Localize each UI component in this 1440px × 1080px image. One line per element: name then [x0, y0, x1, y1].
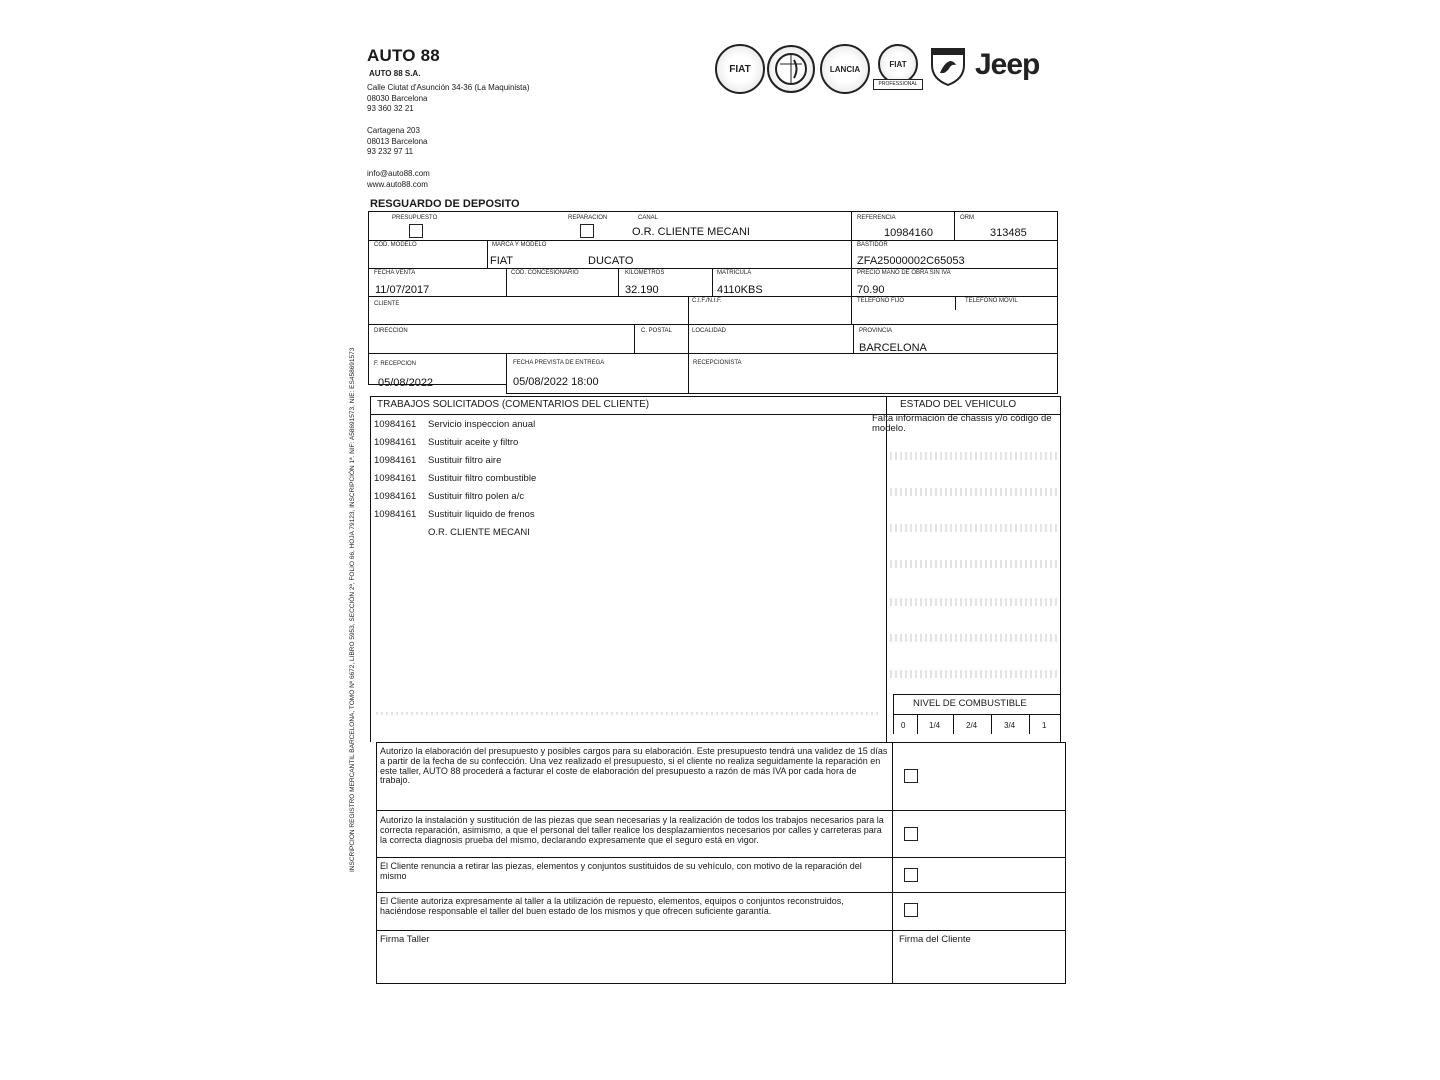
precio-mano-obra-label: PRECIO MANO DE OBRA SIN IVA: [857, 270, 951, 276]
address-line: Calle Ciutat d'Asunción 34-36 (La Maquinista): [367, 83, 530, 92]
fecha-entrega-label: FECHA PREVISTA DE ENTREGA: [513, 360, 605, 366]
referencia-value: 10984160: [884, 227, 933, 239]
job-desc: Sustituir filtro combustible: [428, 473, 537, 484]
bastidor-value: ZFA25000002C65053: [857, 255, 965, 267]
firma-cliente-label: Firma del Cliente: [899, 934, 971, 945]
autorizacion-piezas-checkbox[interactable]: [904, 827, 918, 841]
telefono-fijo-label: TELEFONO FIJO: [857, 298, 905, 304]
email-text: info@auto88.com: [367, 169, 430, 178]
job-desc: Sustituir aceite y filtro: [428, 437, 519, 448]
renuncia-piezas-text: El Cliente renuncia a retirar las piezas, elementos y conjuntos sustituidos de su vehículo, con motivo de la reparación del mismo: [380, 861, 862, 881]
fecha-venta-value: 11/07/2017: [375, 284, 430, 296]
matricula-value: 4110KBS: [717, 284, 763, 296]
autorizacion-presupuesto-checkbox[interactable]: [904, 769, 918, 783]
fiat-professional-emblem-icon: FIAT: [878, 44, 918, 84]
jeep-logo: Jeep: [975, 48, 1040, 81]
scan-noise: [890, 560, 1058, 568]
job-code: 10984161: [374, 473, 417, 484]
orm-value: 313485: [990, 227, 1027, 239]
job-desc: Sustituir filtro polen a/c: [428, 491, 525, 502]
provincia-label: PROVINCIA: [859, 328, 893, 334]
scan-noise: [890, 670, 1058, 678]
marca-modelo-label: MARCA Y MODELO: [492, 242, 547, 248]
professional-tag: PROFESSIONAL: [873, 79, 923, 90]
fecha-entrega-value: 05/08/2022 18:00: [513, 376, 599, 388]
recepcionista-label: RECEPCIONISTA: [693, 360, 742, 366]
reparacion-checkbox[interactable]: [580, 224, 594, 238]
bastidor-label: BASTIDOR: [857, 242, 888, 248]
cif-label: C.I.F./N.I.F.: [692, 298, 722, 304]
job-footer: O.R. CLIENTE MECANI: [428, 527, 530, 538]
modelo-value: DUCATO: [588, 255, 634, 267]
precio-mano-obra-value: 70.90: [857, 284, 885, 296]
website-text: www.auto88.com: [367, 179, 428, 189]
fuel-level-quarter: 1/4: [929, 721, 941, 730]
address-line: 08030 Barcelona: [367, 93, 428, 103]
job-code: 10984161: [374, 437, 417, 448]
address-line: 93 360 32 21: [367, 104, 414, 113]
matricula-label: MATRICULA: [717, 270, 752, 276]
direccion-label: DIRECCION: [374, 328, 408, 334]
registry-note: INSCRIPCION REGISTRO MERCANTIL BARCELONA, TOMO Nº 6672, LIBRO 5953, SECCIÓN 2ª, FOLIO 66, HOJA 79123, INSCRIPCIÓN 1ª. NIF: A58691573, NIE: ES458691573: [349, 347, 356, 872]
scan-noise: [376, 712, 881, 715]
referencia-label: REFERENCIA: [857, 215, 896, 221]
fecha-recepcion-label: F. RECEPCION: [374, 361, 417, 367]
kilometros-label: KILOMETROS: [625, 270, 665, 276]
estado-header: ESTADO DEL VEHICULO: [900, 399, 1017, 410]
telefono-movil-label: TELEFONO MOVIL: [965, 298, 1018, 304]
cod-modelo-label: COD. MODELO: [374, 242, 417, 248]
lancia-logo-text: LANCIA: [829, 64, 861, 74]
address-line: 93 232 97 11: [367, 147, 414, 156]
document-title: RESGUARDO DE DEPOSITO: [370, 198, 520, 210]
autorizacion-piezas-text: Autorizo la instalación y sustitución de las piezas que sean necesarias y la realización de todos los trabajos necesarios para la correcta reparación, asimismo, a que el personal del taller realice los desplazamientos necesarios por calles y carreteras para la correcta diagnosis prueba del mismo, declarando expresamente que el seguro está en vigor.: [380, 815, 884, 845]
estado-note: Falta información de chassis y/o código de modelo.: [872, 413, 1052, 434]
scan-noise: [890, 598, 1058, 606]
canal-value: O.R. CLIENTE MECANI: [632, 226, 750, 238]
cod-concesionario-label: COD. CONCESIONARIO: [511, 270, 579, 276]
autorizacion-reconstruidos-text: El Cliente autoriza expresamente al taller a la utilización de repuesto, elementos, equipos o conjuntos reconstruidos, haciéndose responsable el taller del buen estado de los mismos y que ofrecen suficiente garantía.: [380, 896, 844, 916]
fiat-logo-text: FIAT: [729, 63, 751, 75]
job-desc: Sustituir liquido de frenos: [428, 509, 535, 520]
scan-noise: [890, 452, 1058, 460]
job-code: 10984161: [374, 509, 417, 520]
presupuesto-label: PRESUPUESTO: [392, 215, 438, 221]
fuel-level-0: 0: [901, 721, 906, 730]
reparacion-label: REPARACION: [568, 215, 608, 221]
provincia-value: BARCELONA: [859, 342, 927, 354]
orm-label: ORM: [960, 215, 974, 221]
presupuesto-checkbox[interactable]: [409, 224, 423, 238]
company-legal-name: AUTO 88 S.A.: [369, 69, 421, 78]
codigo-postal-label: C. POSTAL: [641, 328, 672, 334]
fuel-level-full: 1: [1042, 721, 1047, 730]
marca-value: FIAT: [490, 255, 514, 267]
cliente-label: CLIENTE: [374, 301, 400, 307]
job-desc: Sustituir filtro aire: [428, 455, 502, 466]
canal-label: CANAL: [638, 215, 659, 221]
localidad-label: LOCALIDAD: [692, 328, 727, 334]
address-line: Cartagena 203: [367, 126, 420, 135]
autorizacion-presupuesto-text: Autorizo la elaboración del presupuesto y posibles cargos para su elaboración. Este presupuesto tendrá una validez de 15 días a partir de la fecha de su confección. Una vez realizado el presupuesto, si el cliente no realiza seguidamente la reparación en este taller, AUTO 88 procederá a facturar el coste de elaboración del presupuesto a razón de más IVA por cada hora de trabajo.: [380, 746, 888, 786]
job-code: 10984161: [374, 455, 417, 466]
scan-noise: [890, 634, 1058, 642]
trabajos-header: TRABAJOS SOLICITADOS (COMENTARIOS DEL CLIENTE): [377, 399, 650, 410]
scan-noise: [890, 524, 1058, 532]
fecha-recepcion-value: 05/08/2022: [378, 377, 434, 389]
address-line: 08013 Barcelona: [367, 136, 428, 146]
kilometros-value: 32.190: [625, 284, 659, 296]
job-code: 10984161: [374, 491, 417, 502]
fecha-venta-label: FECHA VENTA: [374, 270, 416, 276]
scan-noise: [890, 488, 1058, 496]
job-desc: Servicio inspeccion anual: [428, 419, 536, 430]
firma-taller-label: Firma Taller: [380, 934, 430, 945]
fuel-level-three-quarter: 3/4: [1004, 721, 1016, 730]
renuncia-piezas-checkbox[interactable]: [904, 868, 918, 882]
fuel-level-half: 2/4: [966, 721, 978, 730]
combustible-header: NIVEL DE COMBUSTIBLE: [913, 698, 1027, 709]
autorizacion-reconstruidos-checkbox[interactable]: [904, 903, 918, 917]
company-name: AUTO 88: [367, 46, 440, 65]
job-code: 10984161: [374, 419, 417, 430]
